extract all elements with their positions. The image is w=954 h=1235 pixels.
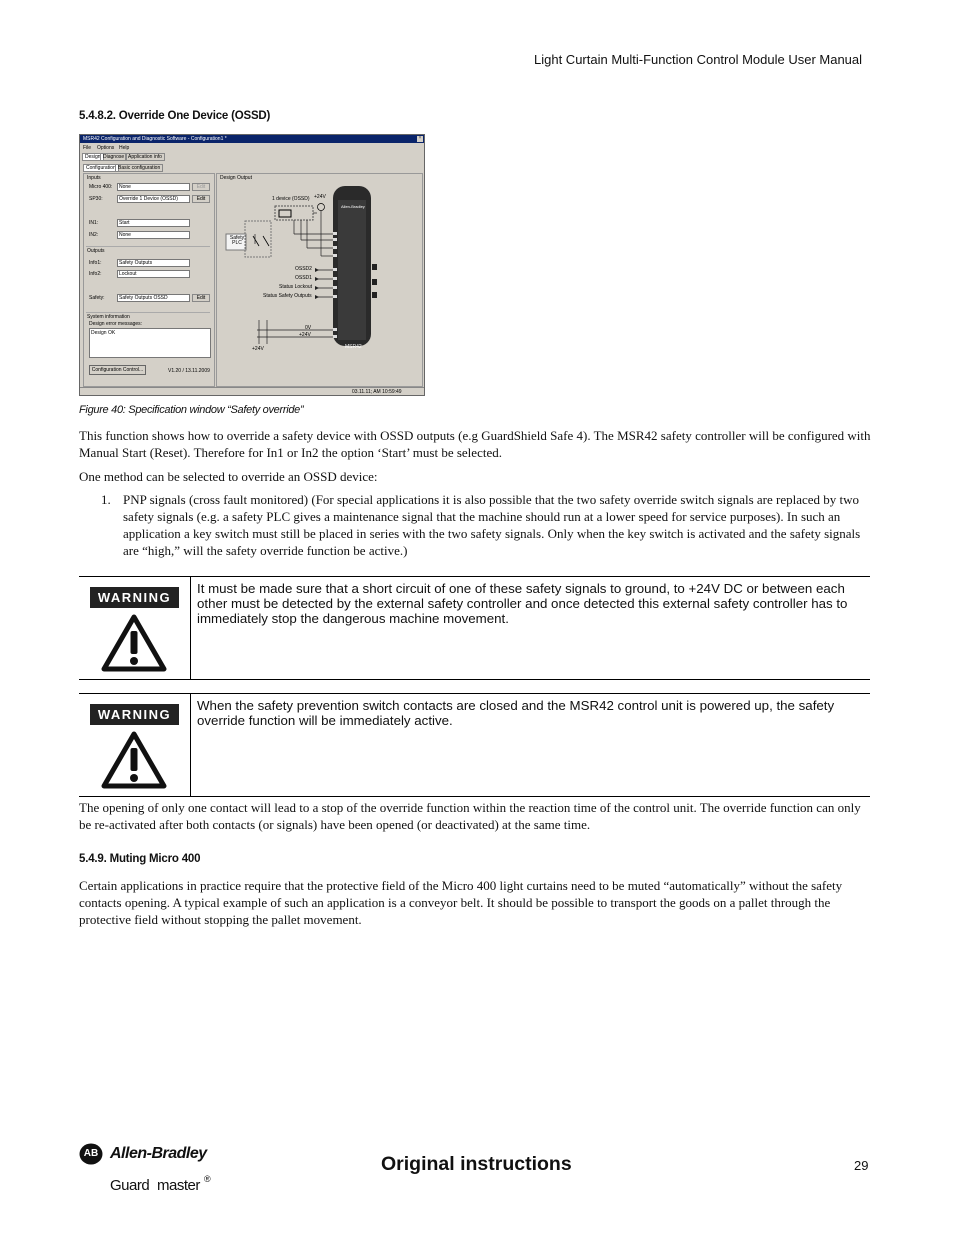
plus24v-low-label: +24V bbox=[252, 346, 264, 352]
warning-text-1: It must be made sure that a short circuit of one of these safety signals to ground, to +24V DC or between each other must be detected by the external safety controller and once detected this external safety controller has to immediately stop the dangerous machine movement. bbox=[197, 581, 848, 626]
section-heading-override: 5.4.8.2. Override One Device (OSSD) bbox=[79, 110, 271, 122]
tab-configuration[interactable]: Configuration bbox=[83, 164, 119, 172]
warning-triangle-icon bbox=[101, 731, 167, 789]
menu-file[interactable]: File bbox=[83, 145, 92, 151]
in2-label: IN2: bbox=[89, 232, 99, 238]
version-label: V1.20 / 13.11.2009 bbox=[168, 368, 210, 374]
window-title: MSR42 Configuration and Diagnostic Software - Configuration1 * bbox=[83, 136, 227, 142]
registered-mark: ® bbox=[204, 1174, 211, 1184]
design-errors-box: Design OK bbox=[89, 328, 211, 358]
sub-tabs bbox=[83, 164, 423, 172]
footer-original-instructions: Original instructions bbox=[381, 1153, 572, 1175]
safety-output-field[interactable]: Safety Outputs OSSD bbox=[117, 294, 190, 302]
status-bar bbox=[80, 387, 424, 396]
paragraph-method: One method can be selected to override an OSSD device: bbox=[79, 469, 378, 484]
micro400-select[interactable]: None bbox=[117, 183, 190, 191]
sp30-label: SP30: bbox=[89, 196, 103, 202]
menu-help[interactable]: Help bbox=[119, 145, 130, 151]
warning-text-2: When the safety prevention switch contacts are closed and the MSR42 control unit is powered up, the safety override function will be immediately active. bbox=[197, 698, 835, 728]
figure-caption: Figure 40: Specification window “Safety override” bbox=[79, 404, 304, 416]
list-item-pnp: PNP signals (cross fault monitored) (For special applications it is also possible that the two safety override switch signals are replaced by two safety signals (e.g. a safety PLC gives a maintenance signal that the machine should run at a lower speed for service purposes). In such an application a key switch must still be placed in series with the two safety signals. Only when the key switch is activated and the safety signals are “high,” will the safety override function be active.) bbox=[123, 492, 861, 558]
menu-options[interactable]: Options bbox=[97, 145, 115, 151]
signal-status-lockout: Status Lockout bbox=[279, 284, 313, 290]
main-tabs bbox=[82, 153, 422, 161]
info2-label: Info2: bbox=[89, 271, 102, 277]
brand-name: Allen-Bradley bbox=[110, 1145, 207, 1162]
warning-box-2 bbox=[79, 693, 870, 797]
running-header: Light Curtain Multi-Function Control Module User Manual bbox=[534, 52, 863, 67]
device-brand-label: Allen-Bradley bbox=[341, 204, 365, 209]
ab-logo-mark: AB bbox=[83, 1148, 99, 1159]
info1-select[interactable]: Safety Outputs bbox=[117, 259, 190, 267]
safety-edit-button[interactable]: Edit bbox=[192, 294, 210, 302]
system-info-label: System information bbox=[87, 314, 130, 320]
sp30-select[interactable]: Override 1 Device (OSSD) bbox=[117, 195, 190, 203]
brand-guard: Guard bbox=[110, 1177, 150, 1194]
paragraph-contact-opening: The opening of only one contact will lead to a stop of the override function within the reaction time of the control unit. The override function can only be re-activated after both contacts (or signals) have been opened (or deactivated) at the same time. bbox=[79, 800, 861, 832]
info1-label: Info1: bbox=[89, 260, 102, 266]
in1-label: IN1: bbox=[89, 220, 99, 226]
zero-volt-label: 0V bbox=[305, 325, 312, 331]
window-titlebar bbox=[80, 135, 424, 143]
signal-ossd2: OSSD2 bbox=[295, 266, 312, 272]
plus24v-top-label: +24V bbox=[314, 194, 326, 200]
plus24v-label: +24V bbox=[299, 332, 311, 338]
micro400-label: Micro 400: bbox=[89, 184, 113, 190]
device-ossd-label: 1 device (OSSD) bbox=[272, 196, 310, 202]
warning-triangle-icon bbox=[101, 614, 167, 672]
info2-select[interactable]: Lockout bbox=[117, 270, 190, 278]
wiring-diagram bbox=[217, 174, 422, 386]
design-errors-label: Design error messages: bbox=[89, 321, 143, 327]
signal-status-safety-outputs: Status Safety Outputs bbox=[263, 293, 312, 299]
in2-select[interactable]: None bbox=[117, 231, 190, 239]
software-screenshot bbox=[79, 134, 425, 396]
tab-diagnose[interactable]: Diagnose bbox=[100, 153, 127, 161]
safety-plc-label: Safety PLC bbox=[229, 235, 245, 246]
warning-label-1: WARNING bbox=[90, 587, 179, 608]
device-name-label: MSR42 bbox=[345, 344, 362, 350]
list-number: 1. bbox=[101, 492, 111, 507]
configuration-control-button[interactable]: Configuration Control... bbox=[89, 365, 146, 375]
window-close-icon[interactable]: × bbox=[418, 136, 422, 141]
status-time: 03.11.11; AM 10:59:49 bbox=[352, 389, 402, 395]
tab-design[interactable]: Design bbox=[82, 153, 104, 161]
allen-bradley-logo bbox=[79, 1143, 219, 1195]
micro400-edit-button[interactable]: Edit bbox=[192, 183, 210, 191]
design-output-panel bbox=[216, 173, 423, 387]
page-number: 29 bbox=[854, 1158, 869, 1173]
paragraph-intro: This function shows how to override a safety device with OSSD outputs (e.g GuardShield Safe 4). The MSR42 safety controller will be configured with Manual Start (Reset). Therefore for In1 or In2 the option ‘Start’ must be selected. bbox=[79, 428, 871, 460]
signal-ossd1: OSSD1 bbox=[295, 275, 312, 281]
brand-master: master bbox=[157, 1177, 200, 1194]
section-heading-muting: 5.4.9. Muting Micro 400 bbox=[79, 853, 201, 865]
warning-label-2: WARNING bbox=[90, 704, 179, 725]
inputs-label: Inputs bbox=[87, 175, 101, 181]
tab-application-info[interactable]: Application info bbox=[125, 153, 165, 161]
tab-basic-configuration[interactable]: Basic configuration bbox=[115, 164, 163, 172]
safety-label: Safety: bbox=[89, 295, 105, 301]
warning-box-1 bbox=[79, 576, 870, 680]
in1-select[interactable]: Start bbox=[117, 219, 190, 227]
sp30-edit-button[interactable]: Edit bbox=[192, 195, 210, 203]
outputs-label: Outputs bbox=[87, 248, 105, 254]
paragraph-muting: Certain applications in practice require that the protective field of the Micro 400 light curtains need to be muted “automatically” without the safety contacts opening. A typical example of such an application is a conveyor belt. It should be possible to transport the goods on a pallet through the protective field without stopping the pallet movement. bbox=[79, 878, 843, 927]
design-output-label: Design Output bbox=[220, 175, 252, 181]
config-panel bbox=[83, 173, 215, 387]
